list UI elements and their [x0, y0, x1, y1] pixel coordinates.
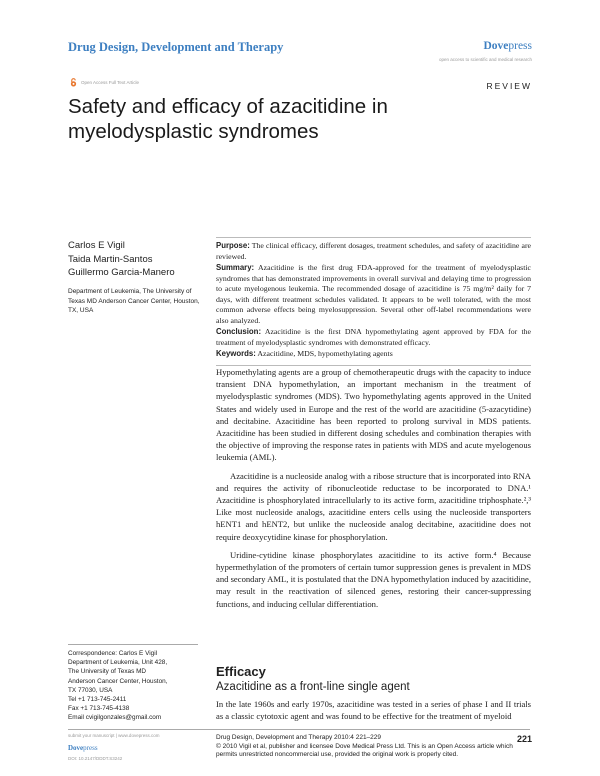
- citation-line: Drug Design, Development and Therapy 2010:4 221–229: [216, 734, 382, 741]
- subsection-heading: Azacitidine as a front-line single agent: [216, 681, 410, 693]
- correspondence-line: Tel +1 713-745-2411: [68, 696, 127, 704]
- correspondence-line: Department of Leukemia, Unit 428,: [68, 659, 168, 667]
- body-text: [216, 366, 531, 610]
- footer-brand-light: press: [83, 744, 98, 752]
- license-text: © 2010 Vigil et al, publisher and licensee Dove Medical Press Ltd. This is an Open Access article which permits unrestricted noncommercial use, provided the original work is properly cited.: [216, 742, 513, 758]
- doi[interactable]: DOI: 10.2147/DDDT.S3242: [68, 756, 123, 761]
- correspondence-line: Fax +1 713-745-4138: [68, 705, 130, 713]
- conclusion-text: Azacitidine is the first DNA hypomethylating agent approved by FDA for the treatment of myelodysplastic syndromes with demonstrated efficacy.: [216, 327, 532, 347]
- correspondence-line: The University of Texas MD: [68, 668, 147, 676]
- open-access-label: Open Access Full Text Article: [81, 80, 139, 85]
- footer-logo: [68, 744, 98, 752]
- open-lock-icon: [70, 78, 77, 87]
- author: Guillermo Garcia-Manero: [68, 267, 175, 278]
- page-number: 221: [516, 734, 532, 744]
- abstract-summary: [216, 263, 531, 326]
- article-title: Safety and efficacy of azacitidine in myelodysplastic syndromes: [68, 95, 388, 143]
- correspondence-line: Anderson Cancer Center, Houston,: [68, 677, 168, 685]
- keywords-label: Keywords:: [216, 349, 256, 358]
- summary-label: Summary:: [216, 263, 255, 272]
- affiliation: Department of Leukemia, The University of Texas MD Anderson Cancer Center, Houston, TX, USA: [68, 288, 200, 314]
- article-type: REVIEW: [486, 81, 532, 91]
- open-access-badge: [70, 78, 139, 87]
- correspondence: [68, 644, 198, 723]
- publisher-logo: [483, 40, 532, 52]
- section-heading: Efficacy: [216, 664, 266, 679]
- footer-brand-bold: Dove: [68, 744, 84, 752]
- author-list: [68, 239, 175, 280]
- purpose-label: Purpose:: [216, 241, 250, 250]
- paragraph: Hypomethylating agents are a group of chemotherapeutic drugs with the capacity to induce transient DNA hypomethylation, an important mechanism in the treatment of myelodysplastic syndromes (MDS). Two hypomethylating agents approved in the United States and widely used in Europe and the rest of the world are azacitidine (5-azacytidine) and decitabine. Azacitidine has been reported to prolong survival in MDS patients. Azacitidine has been studied in different dosing schedules and combination therapies with the objective of improving the response rates in patients with MDS and acute myelogenous leukemia (AML).: [216, 367, 531, 463]
- publisher-tagline: open access to scientific and medical research: [438, 57, 532, 62]
- brand-light: press: [508, 40, 532, 52]
- citation: [216, 734, 516, 760]
- abstract-keywords: [216, 349, 531, 360]
- summary-text: Azacitidine is the first drug FDA-approved for the treatment of myelodysplastic syndromes that has demonstrated improvements in overall survival and delaying time to progression to acute myelogenous leukemia. The recommended dosage of azacitidine is 75 mg/m² daily for 7 days, with different treatment schedules validated. It appears to be well tolerated, with the most common adverse effects being myelosuppression. Several other off-label recommendations were also analyzed.: [216, 263, 531, 325]
- paragraph: Uridine-cytidine kinase phosphorylates azacitidine to its active form.⁴ Because hypermethylation of the promoters of certain tumor suppression genes is prevalent in MDS and secondary AML, it is postulated that the DNA hypomethylation induced by azacitidine, may result in the reactivation of silenced genes, restoring their cancer-suppressing functions, and inducing cellular differentiation.: [216, 549, 531, 609]
- purpose-text: The clinical efficacy, different dosages, treatment schedules, and safety of azacitidine are reviewed.: [216, 241, 531, 261]
- footer-divider: [68, 729, 530, 730]
- brand-bold: Dove: [483, 40, 509, 52]
- journal-name: Drug Design, Development and Therapy: [68, 40, 284, 54]
- correspondence-line[interactable]: Email cvigilgonzales@gmail.com: [68, 714, 162, 722]
- conclusion-label: Conclusion:: [216, 327, 262, 336]
- paragraph: In the late 1960s and early 1970s, azacitidine was tested in a series of phase I and II trials as a classic cytotoxic agent and was found to be effective for the treatment of myeloid: [216, 699, 531, 721]
- keywords-text: Azacitidine, MDS, hypomethylating agents: [257, 349, 393, 358]
- author: Carlos E Vigil: [68, 240, 125, 251]
- abstract-purpose: [216, 241, 531, 262]
- author: Taida Martin-Santos: [68, 253, 153, 265]
- submit-link[interactable]: submit your manuscript | www.dovepress.com: [68, 733, 160, 738]
- correspondence-line: Correspondence: Carlos E Vigil: [68, 650, 158, 657]
- abstract: [216, 237, 531, 366]
- correspondence-line: TX 77030, USA: [68, 686, 113, 694]
- abstract-conclusion: [216, 327, 531, 348]
- paragraph: Azacitidine is a nucleoside analog with a ribose structure that is incorporated into RNA and requires the activity of ribonucleotide reductase to be incorporated to DNA.¹ Azacitidine is phosphorylated intracellularly to its active form, azacitidine triphosphate.²,³ Like most nucleoside analogs, azacitidine enters cells using the nucleoside transporters hENT1 and hENT2, but unlike the nucleoside analog decitabine, azacitidine does not require deoxycytidine kinase for phosphorylation.: [216, 470, 531, 542]
